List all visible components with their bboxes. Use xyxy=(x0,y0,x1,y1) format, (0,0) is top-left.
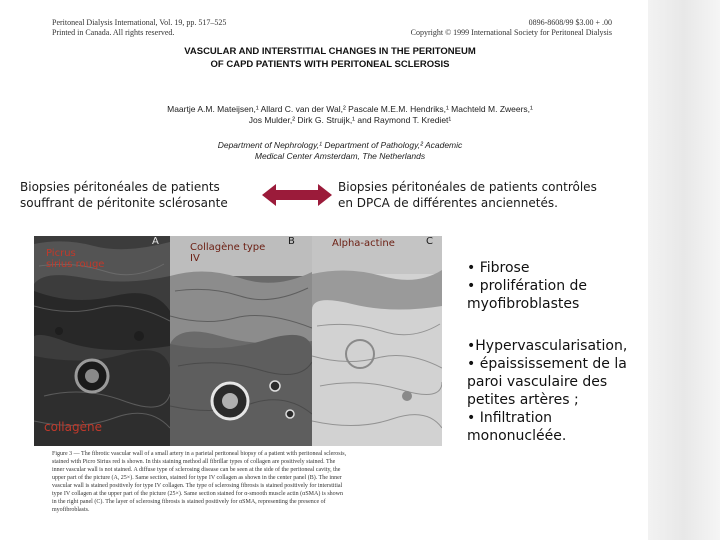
caption-line-6: type IV collagen at the upper part of the picture (25×). Same section stained for α-smooth muscle actin (αSMA) is shown xyxy=(52,491,343,497)
bullet-thickening-cont-1: paroi vasculaire des xyxy=(467,374,608,390)
panel-b-stain-line-2: IV xyxy=(190,253,200,264)
journal-header xyxy=(52,18,226,38)
micrograph-panel-c xyxy=(312,236,442,446)
copyright-line: Copyright © 1999 International Society for Peritoneal Dialysis xyxy=(410,28,612,37)
bullet-infiltration-cont: mononucléée. xyxy=(467,428,567,444)
panel-a-collagen-label: collagène xyxy=(44,420,102,434)
caption-line-7: in the right panel (C). The layer of sclerosing fibrosis is stained positively for αSMA, representing the presence of xyxy=(52,499,326,505)
sclerosis-biopsies-label xyxy=(20,179,260,211)
issn-line: 0896-8608/99 $3.00 + .00 xyxy=(528,18,612,27)
bullet-infiltration: • Infiltration xyxy=(467,410,553,426)
panel-a-stain-label xyxy=(46,248,104,270)
caption-line-4: upper part of the picture (A, 25×). Same section, stained for type IV collagen as shown in the center panel (B). The inner xyxy=(52,475,342,481)
caption-line-3: inner vascular wall is not stained. A diffuse type of sclerosing disease can be seen at the side of the peritoneal cavity, the xyxy=(52,467,341,473)
double-arrow-icon xyxy=(262,183,332,207)
micrograph-b-image xyxy=(170,236,312,446)
control-label-line-1: Biopsies péritonéales de patients contrôles xyxy=(338,180,597,194)
panel-b-letter: B xyxy=(288,236,295,247)
bullet-myofibroblasts: myofibroblastes xyxy=(467,296,580,312)
affiliation-line-1: Department of Nephrology,¹ Department of Pathology,² Academic xyxy=(217,140,463,150)
micrograph-panel-b xyxy=(170,236,312,446)
bullet-fibrose: • Fibrose xyxy=(467,260,530,276)
paper-affiliation xyxy=(190,140,490,162)
panel-b-stain-line-1: Collagène type xyxy=(190,242,266,253)
micrograph-panel-a xyxy=(34,236,170,446)
panel-c-stain-label: Alpha-actine xyxy=(332,238,395,249)
paper-title-line-1: VASCULAR AND INTERSTITIAL CHANGES IN THE PERITONEUM xyxy=(184,46,476,57)
affiliation-line-2: Medical Center Amsterdam, The Netherlands xyxy=(254,151,426,161)
journal-line: Peritoneal Dialysis International, Vol. 19, pp. 517–525 xyxy=(52,18,227,27)
sclerosis-label-line-1: Biopsies péritonéales de patients xyxy=(20,180,220,194)
authors-line-2: Jos Mulder,² Dirk G. Struijk,¹ and Raymond T. Krediet¹ xyxy=(248,115,452,125)
caption-line-2: stained with Picro Sirius red is shown. In this staining method all fibrillar types of collagen are positively stained. The xyxy=(52,459,336,465)
figure-caption xyxy=(52,450,472,514)
caption-line-1: Figure 3 — The fibrotic vascular wall of a small artery in a parietal peritoneal biopsy of a patient with peritoneal sclerosis, xyxy=(52,451,347,457)
copyright-header xyxy=(411,18,612,38)
panel-a-stain-line-2: sirius rouge xyxy=(46,259,105,270)
bullet-thickening-cont-2: petites artères ; xyxy=(467,392,579,408)
caption-line-8: myofibroblasts. xyxy=(52,507,90,513)
authors-line-1: Maartje A.M. Mateijsen,¹ Allard C. van der Wal,² Pascale M.E.M. Hendriks,¹ Machteld M. Zweers,¹ xyxy=(167,104,533,114)
panel-a-stain-line-1: Picrus xyxy=(46,248,76,259)
findings-list-vascular xyxy=(467,337,647,445)
slide-edge-background xyxy=(648,0,720,540)
bullet-hypervascularisation: •Hypervascularisation, xyxy=(467,338,628,354)
panel-b-stain-label xyxy=(190,242,265,264)
panel-a-letter: A xyxy=(152,236,159,247)
paper-title-line-2: OF CAPD PATIENTS WITH PERITONEAL SCLEROSIS xyxy=(210,59,450,70)
sclerosis-label-line-2: souffrant de péritonite sclérosante xyxy=(20,196,228,210)
micrograph-c-image xyxy=(312,236,442,446)
findings-list-fibrosis xyxy=(467,259,647,313)
bullet-proliferation: • prolifération de xyxy=(467,278,588,294)
panel-c-letter: C xyxy=(426,236,433,247)
control-biopsies-label xyxy=(338,179,638,211)
paper-title xyxy=(150,45,510,71)
printed-line: Printed in Canada. All rights reserved. xyxy=(52,28,175,37)
caption-line-5: vascular wall is stained positively for type IV collagen. The type of sclerosing fibrosis is stained positively for interstitial xyxy=(52,483,343,489)
control-label-line-2: en DPCA de différentes anciennetés. xyxy=(338,196,558,210)
bullet-thickening: • épaississement de la xyxy=(467,356,627,372)
paper-authors xyxy=(140,104,560,126)
